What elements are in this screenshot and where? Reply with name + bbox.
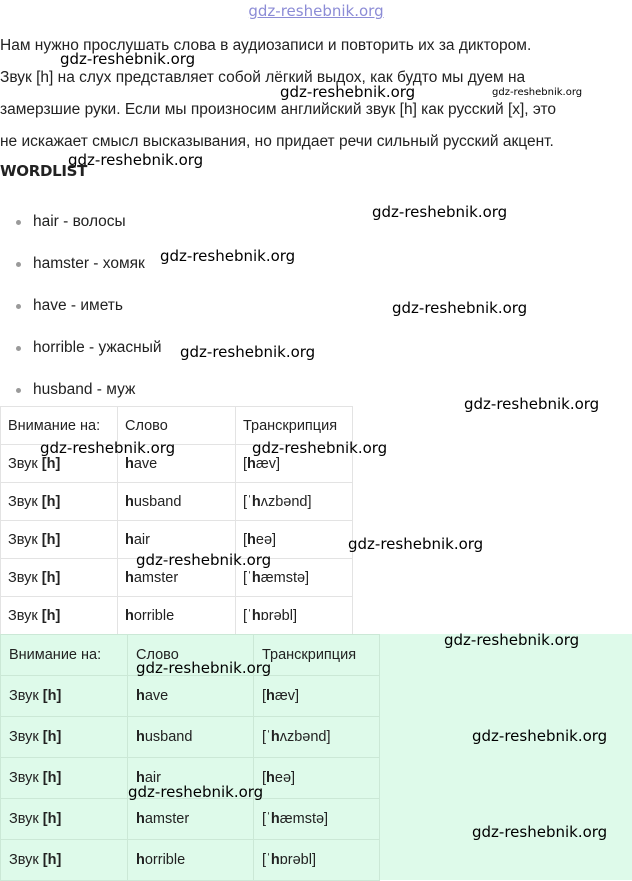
table-row: [1, 840, 380, 881]
watermark: gdz-reshebnik.org: [492, 87, 583, 98]
table-row: [1, 717, 380, 758]
watermark: gdz-reshebnik.org: [472, 727, 608, 745]
transcription-cell: [ˈhæmstə]: [236, 559, 353, 597]
site-header-link[interactable]: gdz-reshebnik.org: [248, 2, 384, 20]
word-entry: husband - муж: [33, 381, 136, 398]
bullet-icon: [16, 262, 21, 267]
transcription-cell: [ˈhʌzbənd]: [236, 483, 353, 521]
sound-cell: Звук [h]: [1, 799, 128, 840]
word-cell: husband: [118, 483, 236, 521]
transcription-cell: [hæv]: [236, 445, 353, 483]
wordlist-title: WORDLIST: [0, 162, 88, 180]
transcription-cell: [ˈhɒrəbl]: [254, 840, 380, 881]
word-cell: husband: [128, 717, 254, 758]
word-entry: have - иметь: [33, 297, 123, 314]
table-row: [1, 483, 353, 521]
column-header: Слово: [128, 635, 254, 676]
bullet-icon: [16, 304, 21, 309]
list-item: [0, 285, 162, 327]
watermark: gdz-reshebnik.org: [348, 535, 484, 553]
transcription-cell: [ˈhʌzbənd]: [254, 717, 380, 758]
word-cell: hair: [118, 521, 236, 559]
watermark: gdz-reshebnik.org: [392, 299, 528, 317]
sound-cell: Звук [h]: [1, 676, 128, 717]
watermark: gdz-reshebnik.org: [464, 395, 600, 413]
sound-cell: Звук [h]: [1, 483, 118, 521]
column-header: Внимание на:: [1, 407, 118, 445]
watermark: gdz-reshebnik.org: [136, 551, 272, 569]
table-row: [1, 676, 380, 717]
wordlist: [0, 201, 162, 411]
watermark: gdz-reshebnik.org: [40, 439, 176, 457]
list-item: [0, 369, 162, 411]
intro-line: замерзшие руки. Если мы произносим английский звук [h] как русский [x], это: [0, 101, 557, 118]
word-cell: hamster: [128, 799, 254, 840]
sound-cell: Звук [h]: [1, 521, 118, 559]
intro-line: не искажает смысл высказывания, но придает речи сильный русский акцент.: [0, 133, 554, 150]
watermark: gdz-reshebnik.org: [372, 203, 508, 221]
table-row: [1, 597, 353, 635]
watermark: gdz-reshebnik.org: [136, 659, 272, 677]
watermark: gdz-reshebnik.org: [68, 151, 204, 169]
sound-cell: Звук [h]: [1, 597, 118, 635]
transcription-cell: [heə]: [254, 758, 380, 799]
list-item: [0, 201, 162, 243]
watermark: gdz-reshebnik.org: [160, 247, 296, 265]
word-entry: hamster - хомяк: [33, 255, 145, 272]
list-item: [0, 327, 162, 369]
bullet-icon: [16, 346, 21, 351]
list-item: [0, 243, 162, 285]
watermark: gdz-reshebnik.org: [280, 83, 416, 101]
sound-cell: Звук [h]: [1, 758, 128, 799]
bullet-icon: [16, 388, 21, 393]
column-header: Транскрипция: [236, 407, 353, 445]
watermark: gdz-reshebnik.org: [180, 343, 316, 361]
transcription-cell: [hæv]: [254, 676, 380, 717]
word-cell: have: [118, 445, 236, 483]
column-header: Транскрипция: [254, 635, 380, 676]
sound-cell: Звук [h]: [1, 445, 118, 483]
watermark: gdz-reshebnik.org: [252, 439, 388, 457]
transcription-cell: [ˈhɒrəbl]: [236, 597, 353, 635]
word-cell: hamster: [118, 559, 236, 597]
transcription-cell: [heə]: [236, 521, 353, 559]
intro-line: Звук [h] на слух представляет собой лёгкий выдох, как будто мы дуем на: [0, 69, 526, 86]
watermark: gdz-reshebnik.org: [472, 823, 608, 841]
word-cell: have: [128, 676, 254, 717]
word-entry: horrible - ужасный: [33, 339, 162, 356]
watermark: gdz-reshebnik.org: [128, 783, 264, 801]
table-row: [1, 799, 380, 840]
word-cell: horrible: [118, 597, 236, 635]
column-header: Слово: [118, 407, 236, 445]
word-cell: hair: [128, 758, 254, 799]
watermark: gdz-reshebnik.org: [60, 50, 196, 68]
intro-line: Нам нужно прослушать слова в аудиозаписи и повторить их за диктором.: [0, 37, 532, 54]
transcription-cell: [ˈhæmstə]: [254, 799, 380, 840]
watermark: gdz-reshebnik.org: [444, 631, 580, 649]
word-entry: hair - волосы: [33, 213, 126, 230]
sound-cell: Звук [h]: [1, 559, 118, 597]
word-cell: horrible: [128, 840, 254, 881]
bullet-icon: [16, 220, 21, 225]
sound-cell: Звук [h]: [1, 717, 128, 758]
column-header: Внимание на:: [1, 635, 128, 676]
sound-cell: Звук [h]: [1, 840, 128, 881]
